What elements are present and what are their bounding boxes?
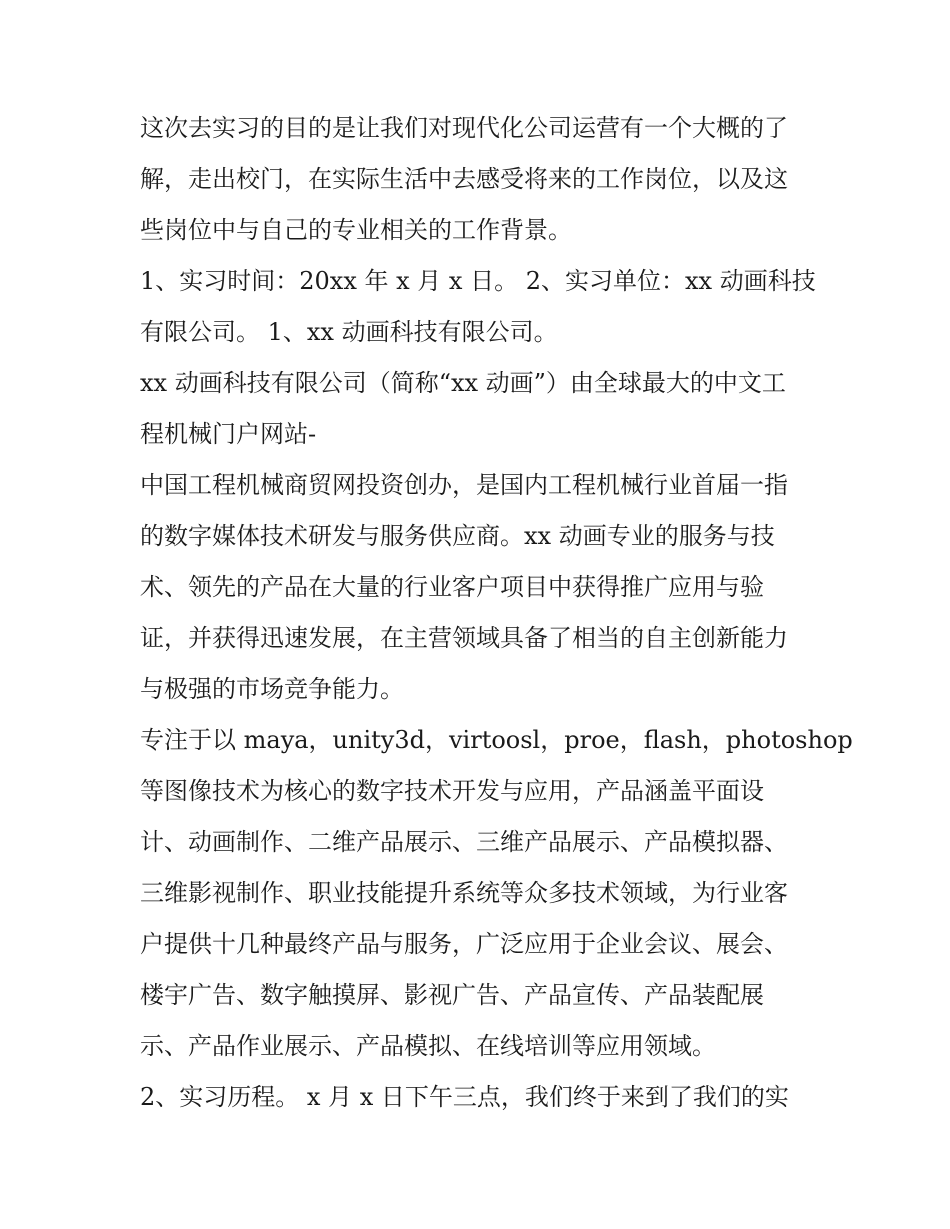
text-line: 与极强的市场竞争能力。 [140, 675, 404, 703]
text-line: 户提供十几种最终产品与服务，广泛应用于企业会议、展会、 [140, 930, 788, 958]
text-line: 1、实习时间：20xx 年 x 月 x 日。 2、实习单位：xx 动画科技 [140, 267, 816, 295]
text-line: 示、产品作业展示、产品模拟、在线培训等应用领域。 [140, 1032, 716, 1060]
document-body [140, 103, 853, 1123]
text-line: 的数字媒体技术研发与服务供应商。xx 动画专业的服务与技 [140, 522, 775, 550]
text-line: 术、领先的产品在大量的行业客户项目中获得推广应用与验 [140, 573, 764, 601]
text-line: 解，走出校门，在实际生活中去感受将来的工作岗位，以及这 [140, 165, 788, 193]
text-line: 等图像技术为核心的数字技术开发与应用，产品涵盖平面设 [140, 777, 764, 805]
text-line: 这次去实习的目的是让我们对现代化公司运营有一个大概的了 [140, 114, 788, 142]
text-line: xx 动画科技有限公司（简称“xx 动画”）由全球最大的中文工 [140, 369, 786, 397]
text-line: 2、实习历程。 x 月 x 日下午三点，我们终于来到了我们的实 [140, 1083, 789, 1111]
text-line: 有限公司。 1、xx 动画科技有限公司。 [140, 318, 558, 346]
text-line: 三维影视制作、职业技能提升系统等众多技术领域，为行业客 [140, 879, 788, 907]
text-line: 专注于以 maya，unity3d，virtoosl，proe，flash，photoshop [140, 726, 853, 754]
text-line: 证，并获得迅速发展，在主营领域具备了相当的自主创新能力 [140, 624, 788, 652]
text-line: 计、动画制作、二维产品展示、三维产品展示、产品模拟器、 [140, 828, 788, 856]
text-line: 楼宇广告、数字触摸屏、影视广告、产品宣传、产品装配展 [140, 981, 764, 1009]
text-line: 些岗位中与自己的专业相关的工作背景。 [140, 216, 572, 244]
text-line: 程机械门户网站- [140, 420, 317, 448]
text-line: 中国工程机械商贸网投资创办，是国内工程机械行业首届一指 [140, 471, 788, 499]
